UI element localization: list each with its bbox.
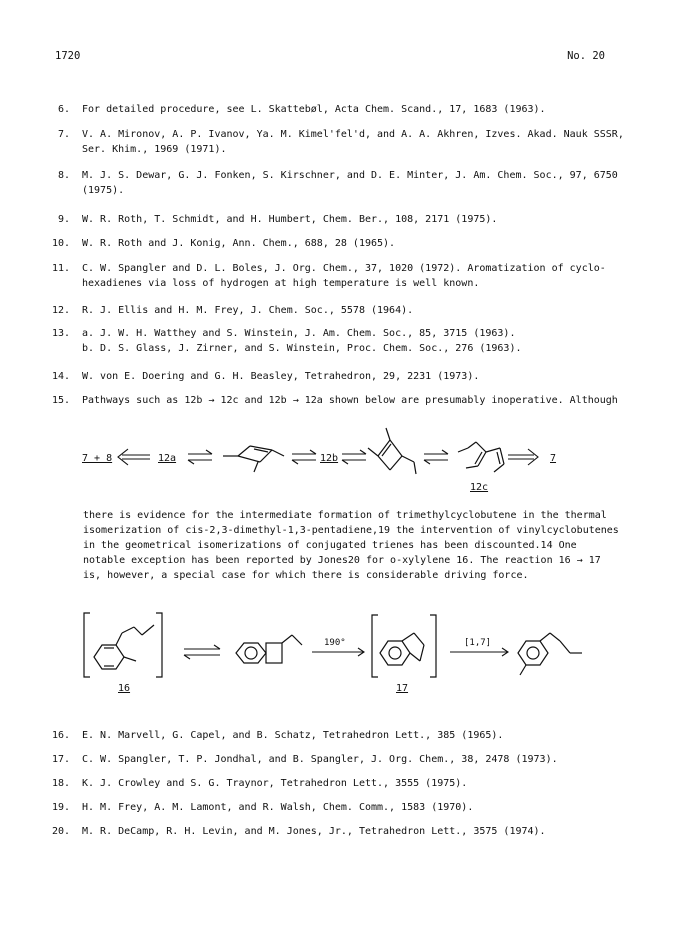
ref-text: V. A. Mironov, A. P. Ivanov, Ya. M. Kimel'fel'd, and A. A. Akhren, Izves. Akad. Nauk SSSR,	[82, 129, 624, 140]
ref-text: C. W. Spangler, T. P. Jondhal, and B. Spangler, J. Org. Chem., 38, 2478 (1973).	[82, 754, 558, 765]
label-12c: 12c	[470, 482, 489, 493]
ref-text: W. R. Roth and J. Konig, Ann. Chem., 688, 28 (1965).	[82, 238, 396, 249]
ref-text: R. J. Ellis and H. M. Frey, J. Chem. Soc., 5578 (1964).	[82, 305, 414, 316]
right-arrow-icon	[508, 449, 538, 465]
cyclobutene-structure-icon	[223, 446, 284, 472]
ref-number: 20.	[51, 826, 70, 837]
ref-number: 15.	[51, 395, 70, 406]
right-arrow-icon	[450, 648, 508, 656]
ref-text: M. R. DeCamp, R. H. Levin, and M. Jones, Jr., Tetrahedron Lett., 3575 (1974).	[82, 826, 546, 837]
label-12b: 12b	[320, 453, 339, 464]
ref-number: 6.	[57, 104, 70, 115]
issue-number: No. 20	[567, 50, 605, 62]
ref-number: 19.	[51, 802, 70, 813]
ref-number: 12.	[51, 305, 70, 316]
product-7-plus-8-label: 7 + 8	[82, 453, 113, 464]
product-structure-icon	[518, 633, 582, 675]
ref-text: K. J. Crowley and S. G. Traynor, Tetrahedron Lett., 3555 (1975).	[82, 778, 468, 789]
ref-text: E. N. Marvell, G. Capel, and B. Schatz, Tetrahedron Lett., 385 (1965).	[82, 730, 504, 741]
ref-text: a. J. W. H. Watthey and S. Winstein, J. Am. Chem. Soc., 85, 3715 (1963).	[82, 328, 516, 339]
ref-number: 10.	[51, 238, 70, 249]
ref-text: M. J. S. Dewar, G. J. Fonken, S. Kirschner, and D. E. Minter, J. Am. Chem. Soc., 97, 6750	[82, 170, 618, 181]
equilibrium-arrow-icon	[184, 645, 220, 659]
ref-number: 13.	[51, 328, 70, 339]
label-17: 17	[396, 683, 409, 694]
intermediate-17-structure-icon	[372, 615, 436, 677]
ref-text: Pathways such as 12b → 12c and 12b → 12a shown below are presumably inoperative. Although	[82, 395, 618, 406]
ref-number: 8.	[57, 170, 70, 181]
equilibrium-arrow-icon	[424, 450, 448, 464]
label-16: 16	[118, 683, 131, 694]
ref-number: 11.	[51, 263, 70, 274]
ref-number: 9.	[57, 214, 70, 225]
reaction-scheme-1	[60, 412, 620, 500]
discussion-paragraph	[83, 508, 643, 583]
ref-text-cont: (1975).	[82, 185, 125, 196]
page-number: 1720	[55, 50, 81, 62]
ref-number: 16.	[51, 730, 70, 741]
ref-text: For detailed procedure, see L. Skattebøl, Acta Chem. Scand., 17, 1683 (1963).	[82, 104, 546, 115]
ref-text: W. von E. Doering and G. H. Beasley, Tetrahedron, 29, 2231 (1973).	[82, 371, 480, 382]
equilibrium-arrow-icon	[342, 450, 366, 464]
ref-text: W. R. Roth, T. Schmidt, and H. Humbert, Chem. Ber., 108, 2171 (1975).	[82, 214, 498, 225]
ref-number: 14.	[51, 371, 70, 382]
ref-number: 7.	[57, 129, 70, 140]
label-12a: 12a	[158, 453, 177, 464]
ref-number: 18.	[51, 778, 70, 789]
benzocyclobutene-structure-icon	[236, 635, 302, 663]
vinylcyclobutene-structure-icon	[368, 428, 416, 474]
reaction-scheme-2	[80, 605, 620, 705]
sigmatropic-shift-label: [1,7]	[464, 638, 492, 648]
ref-number: 17.	[51, 754, 70, 765]
paragraph-line: in the geometrical isomerizations of conjugated trienes has been discounted.14 One	[83, 540, 577, 551]
paragraph-line: isomerization of cis-2,3-dimethyl-1,3-pentadiene,19 the intervention of vinylcyclobutenes	[83, 525, 619, 536]
left-arrow-icon	[118, 449, 150, 465]
product-7-label: 7	[550, 453, 557, 464]
paragraph-line: is, however, a special case for which there is considerable driving force.	[83, 570, 529, 581]
equilibrium-arrow-icon	[188, 450, 212, 464]
triene-structure-icon	[458, 442, 504, 472]
ref-text-cont: Ser. Khim., 1969 (1971).	[82, 144, 227, 155]
equilibrium-arrow-icon	[292, 450, 316, 464]
ref-text-cont: b. D. S. Glass, J. Zirner, and S. Winstein, Proc. Chem. Soc., 276 (1963).	[82, 343, 522, 354]
right-arrow-icon	[312, 648, 364, 656]
ref-text: H. M. Frey, A. M. Lamont, and R. Walsh, Chem. Comm., 1583 (1970).	[82, 802, 474, 813]
ref-text: C. W. Spangler and D. L. Boles, J. Org. Chem., 37, 1020 (1972). Aromatization of cyclo-	[82, 263, 606, 274]
o-xylylene-16-structure-icon	[84, 613, 162, 677]
ref-text-cont: hexadienes via loss of hydrogen at high temperature is well known.	[82, 278, 480, 289]
temperature-label: 190°	[324, 638, 346, 648]
paragraph-line: notable exception has been reported by Jones20 for o-xylylene 16. The reaction 16 → 17	[83, 555, 601, 566]
paragraph-line: there is evidence for the intermediate formation of trimethylcyclobutene in the thermal	[83, 510, 607, 521]
